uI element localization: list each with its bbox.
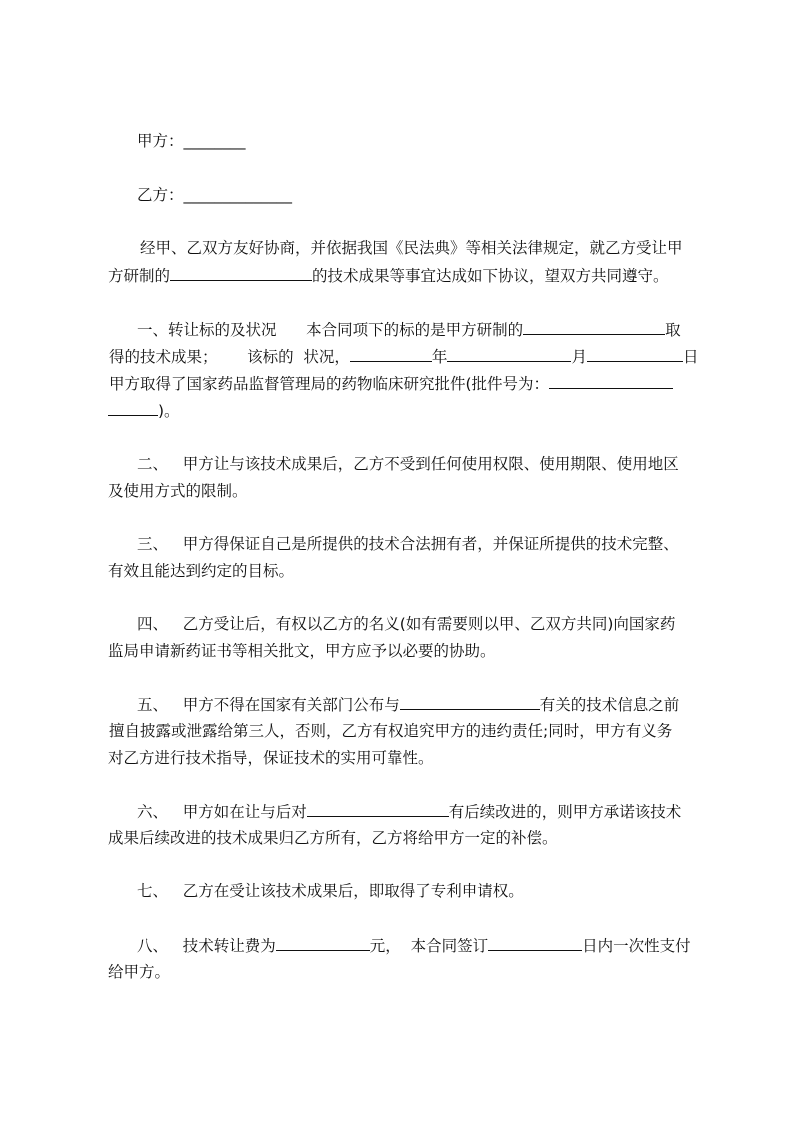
blank-approval-no-cont (108, 400, 158, 416)
art5-line-3: 对乙方进行技术指导，保证技术的实用可靠性。 (108, 749, 434, 767)
blank-days (488, 935, 582, 951)
art4-line-2: 监局申请新药证书等相关批文，甲方应予以必要的协助。 (108, 642, 496, 660)
art6-line-1: 六、 甲方如在让与后对 有后续改进的，则甲方承诺该技术 (137, 803, 682, 821)
art3-line-1: 三、 甲方得保证自己是所提供的技术合法拥有者，并保证所提供的技术完整、 (137, 535, 679, 553)
art1-line-1: 一、转让标的及状况 本合同项下的标的是甲方研制的 取 (137, 321, 681, 339)
art7-line-1: 七、 乙方在受让该技术成果后，即取得了专利申请权。 (137, 882, 524, 900)
art2-line-1: 二、 甲方让与该技术成果后，乙方不受到任何使用权限、使用期限、使用地区 (137, 455, 679, 473)
art1-line-3: 甲方取得了国家药品监督管理局的药物临床研究批件(批件号为： (109, 373, 673, 394)
intro-line-1: 经甲、乙双方友好协商，并依据我国《民法典》等相关法律规定，就乙方受让甲 (140, 239, 683, 257)
art1-line-4: )。 (108, 400, 180, 421)
party-b-line (137, 185, 292, 205)
art8-line-2: 给甲方。 (108, 963, 171, 981)
art1-line-2: 得的技术成果； 该标的 状况， 年 月 日 (109, 348, 699, 366)
party-a-blank: ________ (183, 132, 246, 150)
art5-line-2: 擅自披露或泄露给第三人，否则，乙方有权追究甲方的违约责任;同时，甲方有义务 (109, 722, 673, 740)
blank-fee (276, 935, 370, 951)
art5-line-1: 五、 甲方不得在国家有关部门公布与 有关的技术信息之前 (137, 696, 680, 714)
blank-art6-tech (307, 801, 449, 817)
blank-day (587, 346, 683, 362)
intro-line-2: 方研制的 的技术成果等事宜达成如下协议，望双方共同遵守。 (108, 267, 669, 285)
party-b-blank: ______________ (183, 186, 293, 204)
party-a-label: 甲方： (137, 132, 184, 150)
blank-art1-tech (523, 319, 665, 335)
blank-approval-no (549, 373, 673, 389)
art8-line-1: 八、 技术转让费为 元， 本合同签订 日内一次性支付 (137, 937, 691, 955)
art4-line-1: 四、 乙方受让后，有权以乙方的名义(如有需要则以甲、乙双方共同)向国家药 (137, 615, 676, 633)
party-b-label: 乙方： (137, 186, 184, 204)
blank-tech-name (170, 265, 312, 281)
art3-line-2: 有效且能达到约定的目标。 (108, 562, 295, 580)
blank-art5-tech (400, 694, 540, 710)
art2-line-2: 及使用方式的限制。 (108, 482, 248, 500)
party-a-line (137, 131, 246, 151)
blank-month (447, 346, 571, 362)
blank-year (350, 346, 432, 362)
art6-line-2: 成果后续改进的技术成果归乙方所有，乙方将给甲方一定的补偿。 (108, 829, 558, 847)
